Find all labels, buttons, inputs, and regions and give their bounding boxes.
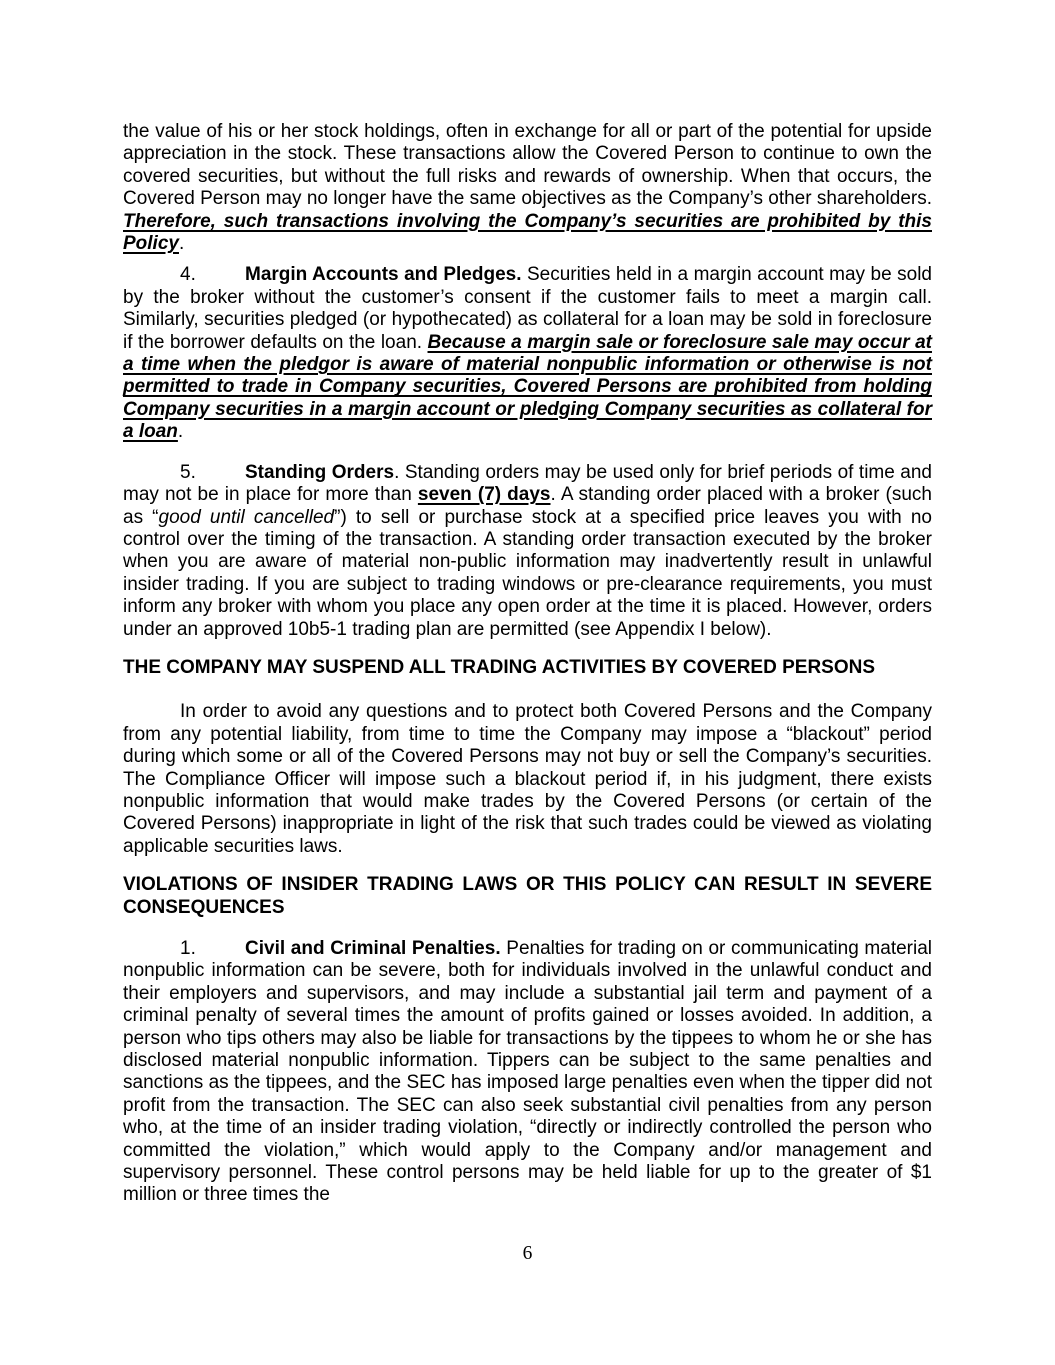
body-text: . A standing order placed with a broker (such as “ bbox=[123, 484, 932, 528]
good-until-cancelled-term: good until cancelled bbox=[158, 506, 335, 528]
section-title: Standing Orders bbox=[245, 461, 395, 483]
sentence-period: . bbox=[177, 421, 184, 443]
heading-violations-consequences: VIOLATIONS OF INSIDER TRADING LAWS OR THIS POLICY CAN RESULT IN SEVERE CONSEQUENCES bbox=[123, 874, 932, 918]
body-text: . Standing orders may be used only for brief periods of time and may not be in place for more than bbox=[123, 461, 932, 506]
section-title: Civil and Criminal Penalties. bbox=[245, 938, 501, 959]
section-number: 4. bbox=[180, 264, 196, 286]
body-text: ”) to sell or purchase stock at a specified price leaves you with no control over the timing of the transaction. A standing order transaction executed by the broker when you are aware of material non-public information may inadvertently result in unlawful insider trading. If you are subject to trading windows or pre-clearance requirements, you must inform any broker with whom you place any open order at the time it is placed. However, orders under an approved 10b5-1 trading plan are permitted (see Appendix I below). bbox=[123, 506, 932, 640]
emphasized-prohibition-text: Therefore, such transactions involving the Company’s securities are prohibited by this Policy bbox=[123, 210, 932, 255]
page-number: 6 bbox=[522, 1243, 533, 1264]
sentence-period: . bbox=[178, 233, 185, 255]
heading-suspend-trading: THE COMPANY MAY SUSPEND ALL TRADING ACTIVITIES BY COVERED PERSONS bbox=[123, 656, 876, 678]
seven-days-limit: seven (7) days bbox=[417, 484, 551, 506]
body-text: Penalties for trading on or communicating material nonpublic information can be severe, both for individuals involved in the unlawful conduct and their employers and supervisors, and may include a substantial jail term and payment of a criminal penalty of several times the amount of profits gained or losses avoided. In addition, a person who tips others may also be liable for transactions by the tippees to whom he or she has disclosed material nonpublic information. Tippers can be subject to the same penalties and sanctions as the tippees, and the SEC has imposed large penalties even when the tipper did not profit from the transaction. The SEC can also seek substantial civil penalties from any person who, at the time of an insider trading violation, “directly or indirectly controlled the person who committed the violation,” which would apply to the Company and/or management and supervisory personnel. These control persons may be held liable for up to the greater of $1 million or three times the bbox=[123, 938, 933, 1206]
section-number: 1. bbox=[180, 938, 196, 959]
body-text: Securities held in a margin account may be sold by the broker without the customer’s consent if the customer fails to meet a margin call. Similarly, securities pledged (or hypothecated) as collateral for a loan may be sold in foreclosure if the borrower defaults on the loan. bbox=[123, 264, 932, 353]
paragraph-continuation bbox=[123, 121, 932, 255]
section-number: 5. bbox=[180, 461, 196, 483]
paragraph-blackout-period: In order to avoid any questions and to protect both Covered Persons and the Company from any potential liability, from time to time the Company may impose a “blackout” period during which some or all of the Covered Persons may not buy or sell the Company’s securities. The Compliance Officer will impose such a blackout period if, in his judgment, there exists nonpublic information that would make trades by the Covered Persons (or certain of the Covered Persons) inappropriate in light of the risk that such trades could be viewed as violating applicable securities laws. bbox=[123, 701, 932, 857]
section-civil-criminal-penalties bbox=[123, 938, 932, 1207]
section-title: Margin Accounts and Pledges. bbox=[245, 264, 522, 286]
emphasized-prohibition-text: Because a margin sale or foreclosure sale may occur at a time when the pledgor is aware of material nonpublic information or otherwise is not permitted to trade in Company securities, Covered Persons are prohibited from holding Company securities in a margin account or pledging Company securities as collateral for a loan bbox=[123, 331, 932, 443]
body-text: the value of his or her stock holdings, often in exchange for all or part of the potential for upside appreciation in the stock. These transactions allow the Covered Person to continue to own the covered securities, but without the full risks and rewards of ownership. When that occurs, the Covered Person may no longer have the same objectives as the Company’s other shareholders. bbox=[123, 121, 932, 210]
page-content bbox=[123, 121, 932, 1207]
section-margin-accounts-and-pledges bbox=[123, 264, 932, 443]
section-standing-orders bbox=[123, 462, 932, 641]
